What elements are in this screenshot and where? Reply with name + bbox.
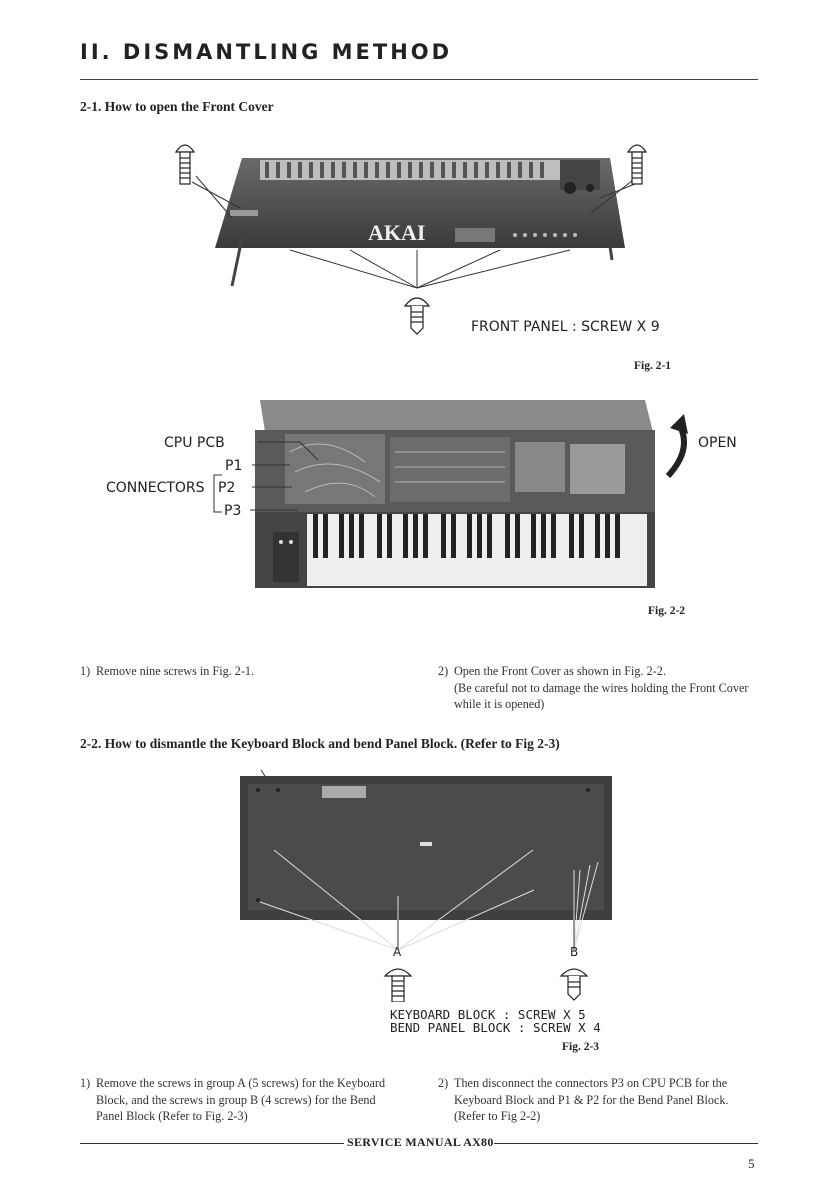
- connectors-label: CONNECTORS: [106, 480, 205, 496]
- fig-2-2-caption: Fig. 2-2: [648, 605, 686, 617]
- akai-brand-text: AKAI: [368, 220, 426, 245]
- p1-label: P1: [225, 458, 243, 474]
- page-number: 5: [748, 1156, 755, 1171]
- step-2-1-2: 2) Open the Front Cover as shown in Fig. 2-2. (Be careful not to damage the wires holding the Front Cover while it is opened): [438, 664, 749, 711]
- fig-2-3-callout: KEYBOARD BLOCK : SCREW X 5 BEND PANEL BLOCK : SCREW X 4: [390, 1007, 601, 1035]
- screw-icon: [628, 145, 646, 184]
- step-2-1-1: 1) Remove nine screws in Fig. 2-1.: [80, 664, 255, 678]
- section-heading-2-1: 2-1. How to open the Front Cover: [80, 99, 274, 114]
- footer-rule-left: [80, 1143, 344, 1144]
- section-heading-2-2: 2-2. How to dismantle the Keyboard Block and bend Panel Block. (Refer to Fig 2-3): [80, 736, 560, 751]
- p3-label: P3: [224, 503, 242, 519]
- step-2-2-1: 1) Remove the screws in group A (5 screws) for the Keyboard Block, and the screws in group B (4 screws) for the Bend Panel Block (Refer to Fig. 2-3): [80, 1076, 386, 1123]
- fig-2-3-caption: Fig. 2-3: [562, 1041, 600, 1053]
- page-title: II. DISMANTLING METHOD: [80, 40, 453, 64]
- screw-icon: [405, 298, 429, 334]
- cpu-pcb-label: CPU PCB: [164, 435, 225, 451]
- fig-2-1-caption: Fig. 2-1: [634, 360, 672, 372]
- screw-icon: [561, 969, 587, 1000]
- open-label: OPEN: [698, 435, 737, 451]
- group-a-label: A: [393, 945, 402, 959]
- fig-2-1-callout: FRONT PANEL : SCREW X 9: [471, 319, 660, 335]
- footer-label: SERVICE MANUAL AX80: [347, 1135, 494, 1149]
- figure-2-1: [170, 138, 650, 338]
- title-rule: [80, 79, 758, 80]
- p2-label: P2: [218, 480, 236, 496]
- figure-2-3: [238, 770, 618, 1002]
- screw-icon: [385, 969, 411, 1002]
- keyboard-underside-photo: [240, 776, 612, 920]
- open-arrow-icon: [662, 412, 698, 482]
- footer-rule-right: [494, 1143, 758, 1144]
- step-2-2-2: 2) Then disconnect the connectors P3 on CPU PCB for the Keyboard Block and P1 & P2 for the Bend Panel Block. (Refer to Fig 2-2): [438, 1076, 729, 1123]
- screw-icon: [176, 145, 194, 184]
- group-b-label: B: [570, 945, 579, 959]
